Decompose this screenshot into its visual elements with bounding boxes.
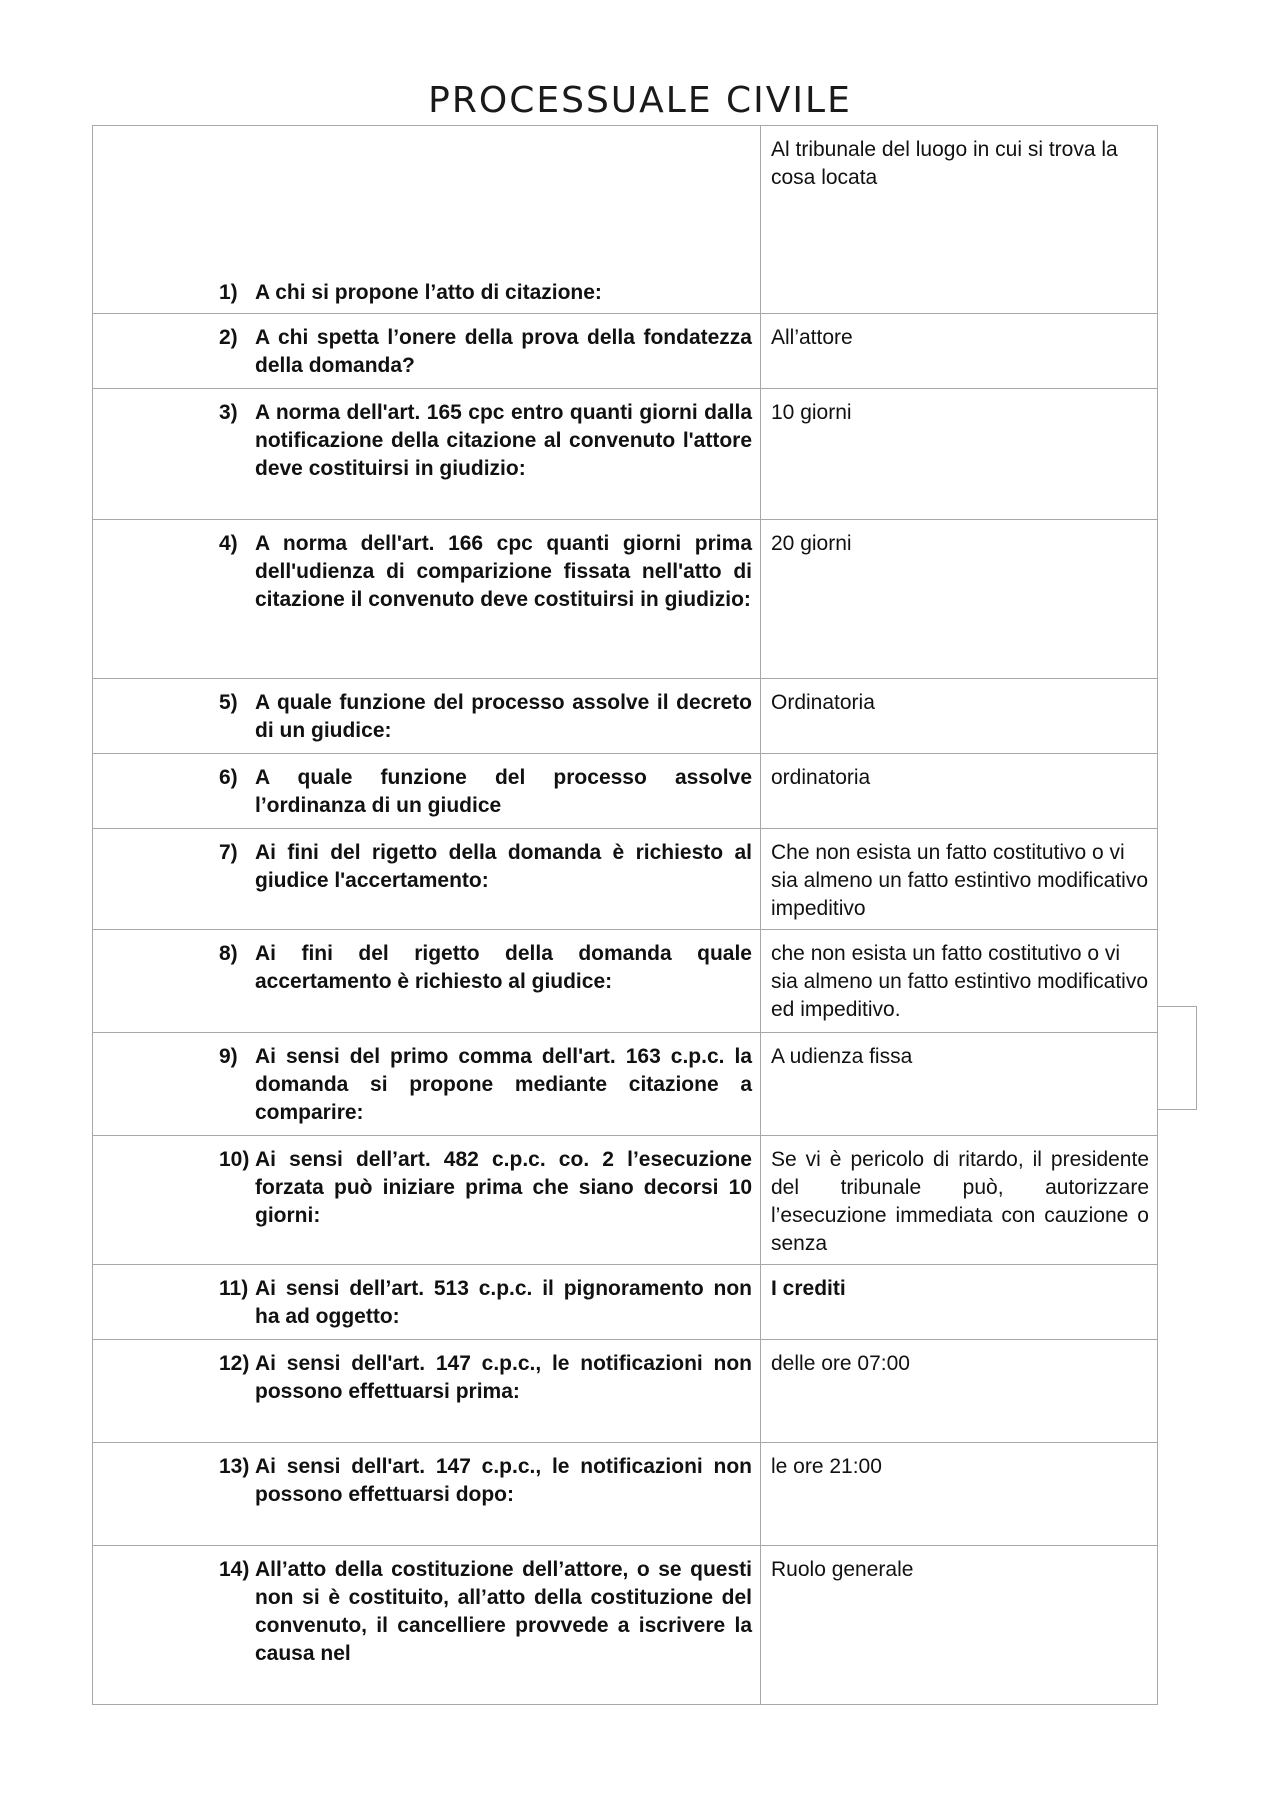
question-cell	[93, 1443, 761, 1546]
question-number: 11)	[219, 1277, 249, 1300]
question-cell	[93, 126, 761, 314]
answer-cell: delle ore 07:00	[761, 1340, 1158, 1443]
answer-cell: Ordinatoria	[761, 679, 1158, 754]
stray-cell-border	[1158, 1006, 1197, 1110]
answer-cell: le ore 21:00	[761, 1443, 1158, 1546]
question-text: Ai sensi dell'art. 147 c.p.c., le notificazioni non possono effettuarsi dopo:	[255, 1455, 752, 1506]
table-row	[93, 1033, 1158, 1136]
question-number: 3)	[219, 401, 238, 424]
answer-cell: ordinatoria	[761, 754, 1158, 829]
table-row	[93, 520, 1158, 679]
question-text: Ai sensi del primo comma dell'art. 163 c.p.c. la domanda si propone mediante citazione a comparire:	[255, 1045, 752, 1124]
question-number: 10)	[219, 1148, 250, 1171]
question-cell	[93, 1265, 761, 1340]
table-row	[93, 1443, 1158, 1546]
question-cell	[93, 829, 761, 930]
table-row	[93, 1265, 1158, 1340]
answer-cell: 20 giorni	[761, 520, 1158, 679]
question-number: 7)	[219, 841, 238, 864]
table-row	[93, 829, 1158, 930]
table-row	[93, 126, 1158, 314]
table-row	[93, 679, 1158, 754]
question-number: 9)	[219, 1045, 238, 1068]
question-cell	[93, 314, 761, 389]
answer-cell: I crediti	[761, 1265, 1158, 1340]
table-row	[93, 930, 1158, 1033]
question-cell	[93, 1033, 761, 1136]
table-row	[93, 754, 1158, 829]
table-row	[93, 1546, 1158, 1705]
question-cell	[93, 389, 761, 520]
page-title: PROCESSUALE CIVILE	[428, 80, 852, 121]
question-number: 13)	[219, 1455, 250, 1478]
question-text: A quale funzione del processo assolve l’ordinanza di un giudice	[255, 766, 752, 817]
question-cell	[93, 930, 761, 1033]
question-text: Ai sensi dell’art. 482 c.p.c. co. 2 l’esecuzione forzata può iniziare prima che siano decorsi 10 giorni:	[255, 1148, 752, 1227]
question-text: A chi spetta l’onere della prova della fondatezza della domanda?	[255, 326, 752, 377]
answer-cell: Ruolo generale	[761, 1546, 1158, 1705]
question-number: 2)	[219, 326, 238, 349]
question-number: 1)	[219, 281, 238, 304]
table-row	[93, 314, 1158, 389]
question-number: 4)	[219, 532, 238, 555]
table-row	[93, 1136, 1158, 1265]
table-row	[93, 389, 1158, 520]
question-text: A norma dell'art. 166 cpc quanti giorni prima dell'udienza di comparizione fissata nell'atto di citazione il convenuto deve costituirsi in giudizio:	[255, 532, 752, 611]
answer-cell: All’attore	[761, 314, 1158, 389]
question-cell	[93, 1546, 761, 1705]
answer-cell: A udienza fissa	[761, 1033, 1158, 1136]
question-cell	[93, 1340, 761, 1443]
question-text: Ai sensi dell'art. 147 c.p.c., le notificazioni non possono effettuarsi prima:	[255, 1352, 752, 1403]
question-text: Ai sensi dell’art. 513 c.p.c. il pignoramento non ha ad oggetto:	[255, 1277, 752, 1328]
question-number: 14)	[219, 1558, 250, 1581]
table-row	[93, 1340, 1158, 1443]
answer-cell: Che non esista un fatto costitutivo o vi sia almeno un fatto estintivo modificativo impeditivo	[761, 829, 1158, 930]
question-cell	[93, 1136, 761, 1265]
question-number: 5)	[219, 691, 238, 714]
question-cell	[93, 679, 761, 754]
question-text: A quale funzione del processo assolve il decreto di un giudice:	[255, 691, 752, 742]
question-text: Ai fini del rigetto della domanda quale accertamento è richiesto al giudice:	[255, 942, 752, 993]
answer-cell: Al tribunale del luogo in cui si trova la cosa locata	[761, 126, 1158, 314]
question-number: 8)	[219, 942, 238, 965]
question-text: All’atto della costituzione dell’attore, o se questi non si è costituito, all’atto della costituzione del convenuto, il cancelliere provvede a iscrivere la causa nel	[255, 1558, 752, 1665]
question-number: 6)	[219, 766, 238, 789]
question-text: A norma dell'art. 165 cpc entro quanti giorni dalla notificazione della citazione al convenuto l'attore deve costituirsi in giudizio:	[255, 401, 752, 480]
question-text: Ai fini del rigetto della domanda è richiesto al giudice l'accertamento:	[255, 841, 752, 892]
answer-cell: che non esista un fatto costitutivo o vi sia almeno un fatto estintivo modificativo ed impeditivo.	[761, 930, 1158, 1033]
question-cell	[93, 520, 761, 679]
question-cell	[93, 754, 761, 829]
question-number: 12)	[219, 1352, 250, 1375]
answer-cell: Se vi è pericolo di ritardo, il presidente del tribunale può, autorizzare l’esecuzione immediata con cauzione o senza	[761, 1136, 1158, 1265]
answer-cell: 10 giorni	[761, 389, 1158, 520]
question-text: A chi si propone l’atto di citazione:	[255, 281, 602, 304]
qa-table	[92, 125, 1158, 1705]
